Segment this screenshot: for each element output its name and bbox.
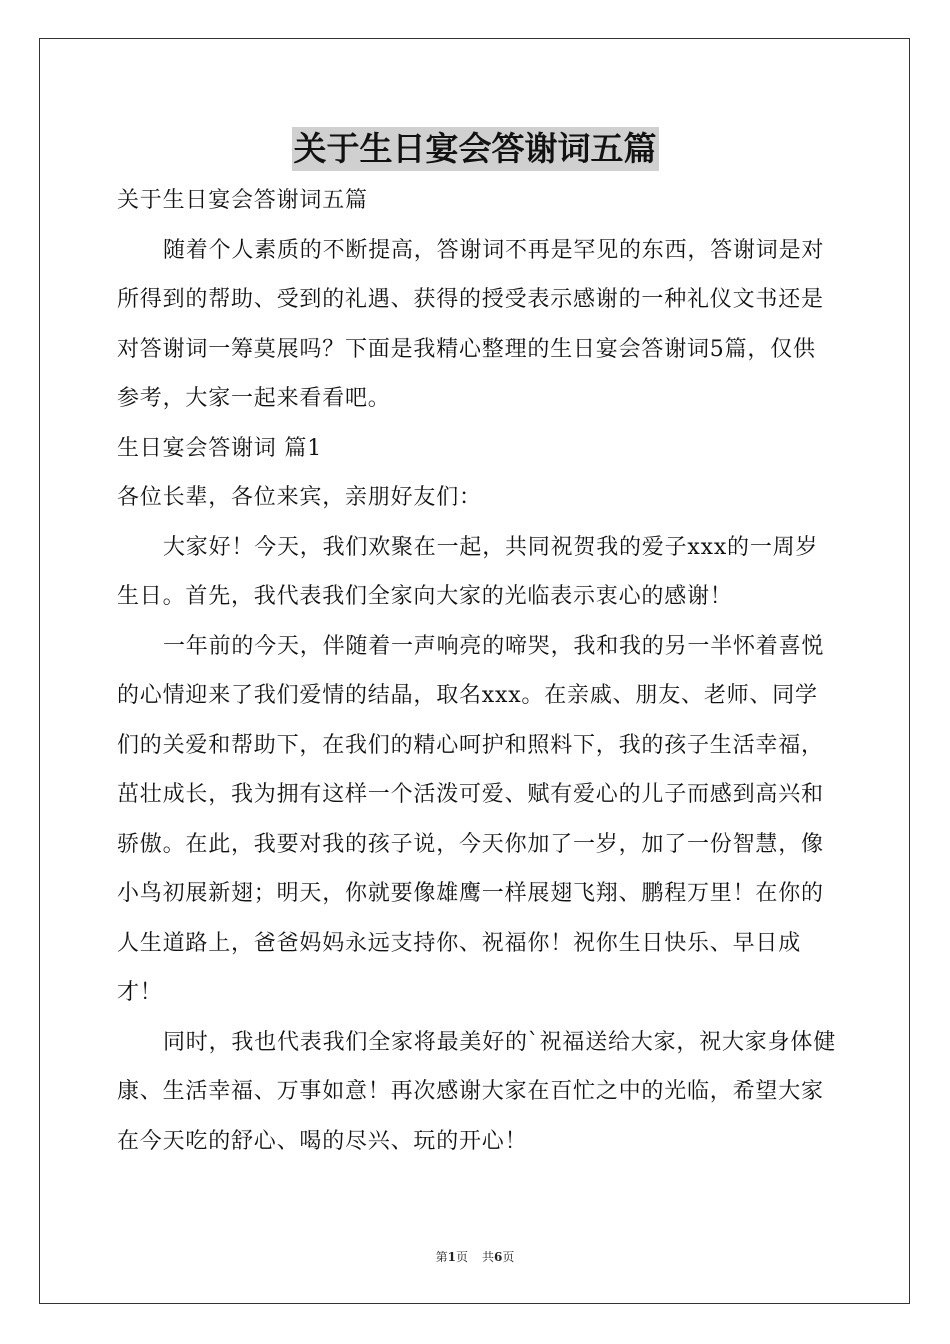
page-footer [0, 1248, 950, 1265]
total-label-suffix: 页 [502, 1250, 515, 1264]
page-label-prefix: 第 [435, 1250, 448, 1264]
paragraph: 同时，我也代表我们全家将最美好的`祝福送给大家，祝大家身体健康、生活幸福、万事如意！再次感谢大家在百忙之中的光临，希望大家在今天吃的舒心、喝的尽兴、玩的开心！ [117, 1029, 837, 1154]
document-body [117, 176, 837, 1166]
total-label-prefix: 共 [482, 1250, 495, 1264]
paragraph: 大家好！今天，我们欢聚在一起，共同祝贺我的爱子xxx的一周岁生日。首先，我代表我们全家向大家的光临表示衷心的感谢！ [117, 534, 819, 609]
paragraph: 随着个人素质的不断提高，答谢词不再是罕见的东西，答谢词是对所得到的帮助、受到的礼遇、获得的授受表示感谢的一种礼仪文书还是对答谢词一筹莫展吗？下面是我精心整理的生日宴会答谢词5篇，仅供参考，大家一起来看看吧。 [117, 237, 825, 411]
title-container [0, 127, 950, 171]
page-label-suffix: 页 [455, 1250, 468, 1264]
document-title: 关于生日宴会答谢词五篇 [292, 127, 659, 171]
paragraph: 一年前的今天，伴随着一声响亮的啼哭，我和我的另一半怀着喜悦的心情迎来了我们爱情的结晶，取名xxx。在亲戚、朋友、老师、同学们的关爱和帮助下，在我们的精心呵护和照料下，我的孩子生活幸福，茁壮成长，我为拥有这样一个活泼可爱、赋有爱心的儿子而感到高兴和骄傲。在此，我要对我的孩子说，今天你加了一岁，加了一份智慧，像小鸟初展新翅；明天，你就要像雄鹰一样展翅飞翔、鹏程万里！在你的人生道路上，爸爸妈妈永远支持你、祝福你！祝你生日快乐、早日成才！ [117, 633, 825, 1005]
total-pages: 6 [494, 1250, 503, 1264]
salutation: 各位长辈，各位来宾，亲朋好友们： [117, 485, 482, 510]
section-heading: 生日宴会答谢词 篇1 [117, 435, 322, 461]
paragraph: 关于生日宴会答谢词五篇 [117, 188, 368, 213]
page-number: 1 [447, 1250, 456, 1264]
